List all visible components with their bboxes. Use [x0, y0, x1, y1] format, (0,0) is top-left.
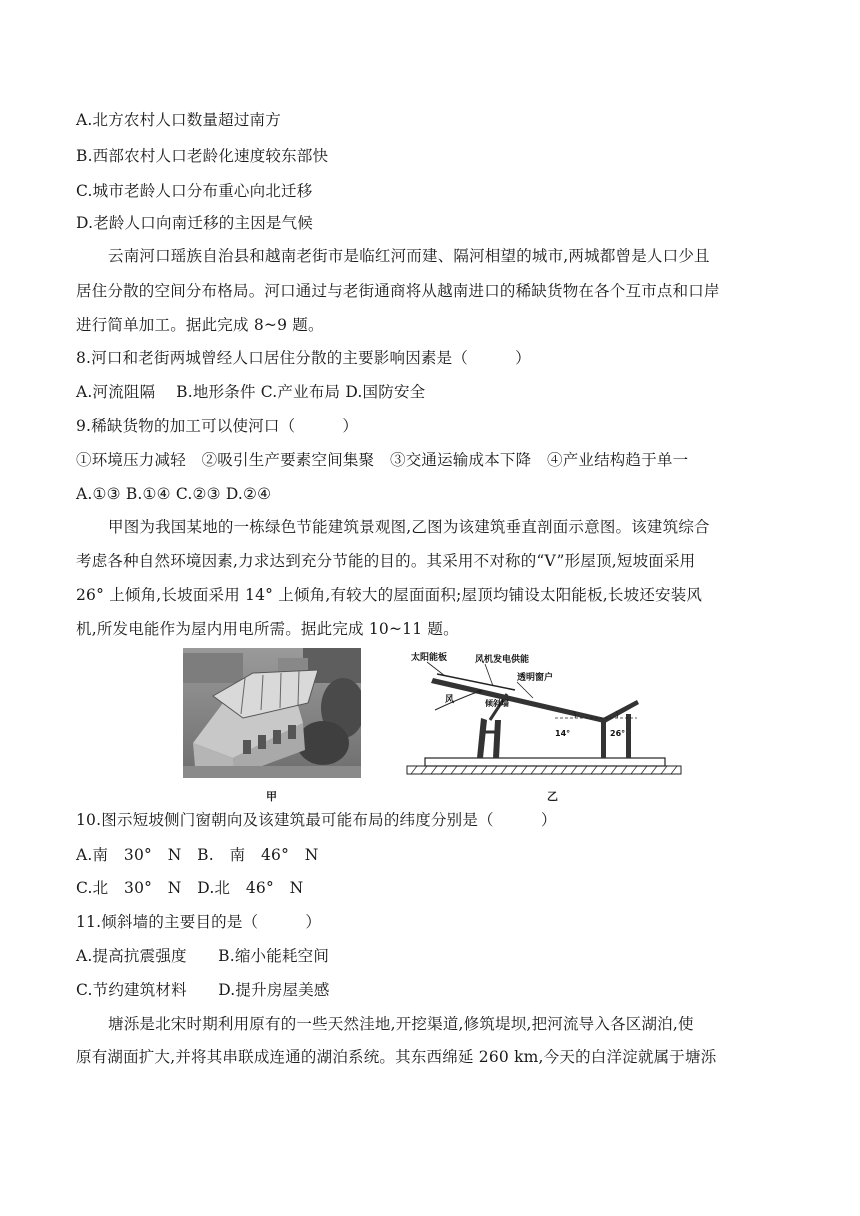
text-line: 居住分散的空间分布格局。河口通过与老街通商将从越南进口的稀缺货物在各个互市点和口岸: [76, 282, 720, 300]
label-tilted-wall-text: 倾斜墙: [485, 699, 509, 708]
label-tilted-wall: [484, 698, 509, 708]
building-photo: [183, 648, 361, 778]
label-solar-panel: 太阳能板: [411, 653, 448, 663]
text-line: A.北方农村人口数量超过南方: [76, 111, 281, 129]
text-line: 原有湖面扩大,并将其串联成连通的湖泊系统。其东西绵延 260 km,今天的白洋淀就属于塘泺: [76, 1048, 717, 1066]
text-line: 考虑各种自然环境因素,力求达到充分节能的目的。其采用不对称的“V”形屋顶,短坡面采用: [76, 552, 696, 570]
building-photo-image: [183, 648, 361, 778]
figure-yi-caption: 乙: [547, 790, 558, 803]
text-line: ①环境压力减轻 ②吸引生产要素空间集聚 ③交通运输成本下降 ④产业结构趋于单一: [76, 451, 689, 469]
label-wind-power: 风机发电供能: [475, 655, 530, 665]
text-line: 云南河口瑶族自治县和越南老街市是临红河而建、隔河相望的城市,两城都曾是人口少且: [108, 247, 710, 265]
label-angle-26: 26°: [610, 729, 626, 738]
text-line: 8.河口和老街两城曾经人口居住分散的主要影响因素是（ ）: [76, 349, 531, 367]
text-line: A.①③ B.①④ C.②③ D.②④: [76, 485, 272, 503]
text-line: A.河流阻隔 B.地形条件 C.产业布局 D.国防安全: [76, 383, 426, 401]
text-line: D.老龄人口向南迁移的主因是气候: [76, 214, 314, 232]
text-line: 机,所发电能作为屋内用电所需。据此完成 10~11 题。: [76, 620, 459, 638]
section-diagram-image: [405, 648, 683, 780]
text-line: A.南 30° N B. 南 46° N: [76, 846, 319, 864]
text-line: 甲图为我国某地的一栋绿色节能建筑景观图,乙图为该建筑垂直剖面示意图。该建筑综合: [108, 518, 710, 536]
text-line: 塘泺是北宋时期利用原有的一些天然洼地,开挖渠道,修筑堤坝,把河流导入各区湖泊,使: [108, 1015, 694, 1033]
label-wind: 风: [445, 695, 455, 705]
text-line: 11.倾斜墙的主要目的是（ ）: [76, 913, 322, 931]
text-line: 9.稀缺货物的加工可以使河口（ ）: [76, 417, 359, 435]
label-transparent-window: 透明窗户: [517, 673, 554, 683]
text-line: A.提高抗震强度 B.缩小能耗空间: [76, 947, 330, 965]
text-line: C.北 30° N D.北 46° N: [76, 879, 304, 897]
text-line: C.城市老龄人口分布重心向北迁移: [76, 182, 313, 200]
text-line: 10.图示短坡侧门窗朝向及该建筑最可能布局的纬度分别是（ ）: [76, 811, 557, 829]
text-line: 进行简单加工。据此完成 8~9 题。: [76, 316, 324, 334]
text-line: B.西部农村人口老龄化速度较东部快: [76, 147, 329, 165]
figure-jia-caption: 甲: [266, 790, 277, 803]
text-line: C.节约建筑材料 D.提升房屋美感: [76, 981, 330, 999]
section-diagram: [405, 648, 683, 780]
label-angle-14: 14°: [555, 729, 571, 738]
text-line: 26° 上倾角,长坡面采用 14° 上倾角,有较大的屋面面积;屋顶均铺设太阳能板,长坡还安装风: [76, 586, 703, 604]
